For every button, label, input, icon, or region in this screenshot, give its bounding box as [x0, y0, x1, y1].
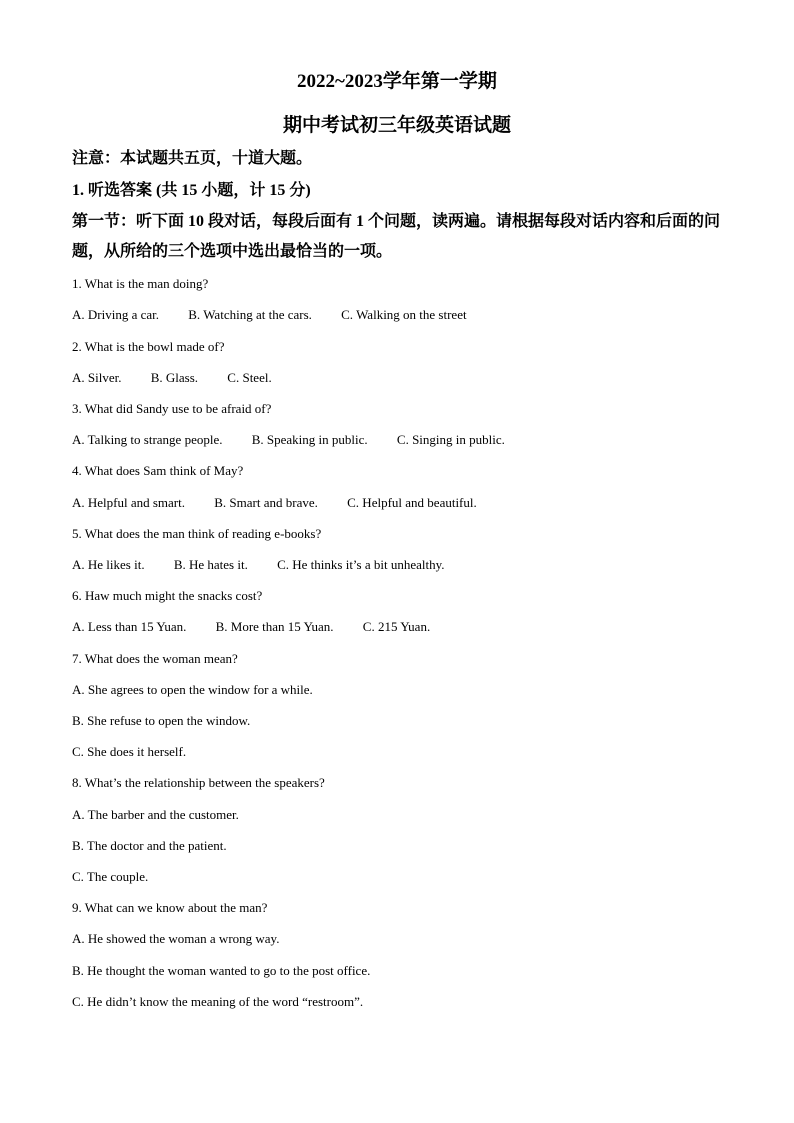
option-b: B. Watching at the cars.	[188, 307, 312, 322]
option-c: C. Steel.	[227, 370, 272, 385]
option-b: B. More than 15 Yuan.	[215, 619, 334, 634]
section-instruction: 第一节：听下面 10 段对话，每段后面有 1 个问题，读两遍。请根据每段对话内容和后面的问题，从所给的三个选项中选出最恰当的一项。	[72, 213, 721, 260]
question-1: 1. What is the man doing?	[72, 276, 209, 291]
question-3: 3. What did Sandy use to be afraid of?	[72, 401, 272, 416]
option-a: A. Driving a car.	[72, 307, 160, 322]
question-2-options	[72, 369, 298, 387]
question-5-options	[72, 556, 471, 574]
section-heading: 1. 听选答案 (共 15 小题，计 15 分)	[72, 182, 311, 199]
option-b: B. Speaking in public.	[251, 432, 368, 447]
question-7-option-b: B. She refuse to open the window.	[72, 713, 251, 728]
option-a: A. He likes it.	[72, 557, 145, 572]
option-b: B. Smart and brave.	[214, 495, 318, 510]
question-8-option-a: A. The barber and the customer.	[72, 807, 239, 822]
question-2: 2. What is the bowl made of?	[72, 339, 225, 354]
question-9: 9. What can we know about the man?	[72, 900, 268, 915]
question-9-option-c: C. He didn’t know the meaning of the word “restroom”.	[72, 994, 364, 1009]
question-4-options	[72, 494, 503, 512]
option-c: C. Walking on the street	[341, 307, 467, 322]
question-8: 8. What’s the relationship between the speakers?	[72, 775, 325, 790]
exam-note: 注意：本试题共五页，十道大题。	[72, 150, 313, 167]
question-4: 4. What does Sam think of May?	[72, 463, 244, 478]
option-b: B. Glass.	[150, 370, 199, 385]
question-8-option-c: C. The couple.	[72, 869, 149, 884]
option-c: C. Helpful and beautiful.	[347, 495, 477, 510]
option-c: C. 215 Yuan.	[362, 619, 431, 634]
option-a: A. Talking to strange people.	[72, 432, 223, 447]
question-3-options	[72, 431, 531, 449]
question-7-option-a: A. She agrees to open the window for a while.	[72, 682, 313, 697]
option-c: C. Singing in public.	[396, 432, 505, 447]
question-7: 7. What does the woman mean?	[72, 651, 238, 666]
question-9-option-a: A. He showed the woman a wrong way.	[72, 931, 280, 946]
question-6-options	[72, 618, 456, 636]
option-a: A. Silver.	[72, 370, 122, 385]
option-a: A. Helpful and smart.	[72, 495, 186, 510]
question-8-option-b: B. The doctor and the patient.	[72, 838, 227, 853]
exam-subject-title: 期中考试初三年级英语试题	[282, 115, 511, 136]
question-9-option-b: B. He thought the woman wanted to go to the post office.	[72, 963, 371, 978]
option-a: A. Less than 15 Yuan.	[72, 619, 187, 634]
question-5: 5. What does the man think of reading e-books?	[72, 526, 322, 541]
option-b: B. He hates it.	[173, 557, 248, 572]
question-1-options	[72, 306, 493, 324]
question-6: 6. Haw much might the snacks cost?	[72, 588, 263, 603]
exam-term-title: 2022~2023学年第一学期	[297, 71, 497, 92]
option-c: C. He thinks it’s a bit unhealthy.	[277, 557, 445, 572]
question-7-option-c: C. She does it herself.	[72, 744, 187, 759]
